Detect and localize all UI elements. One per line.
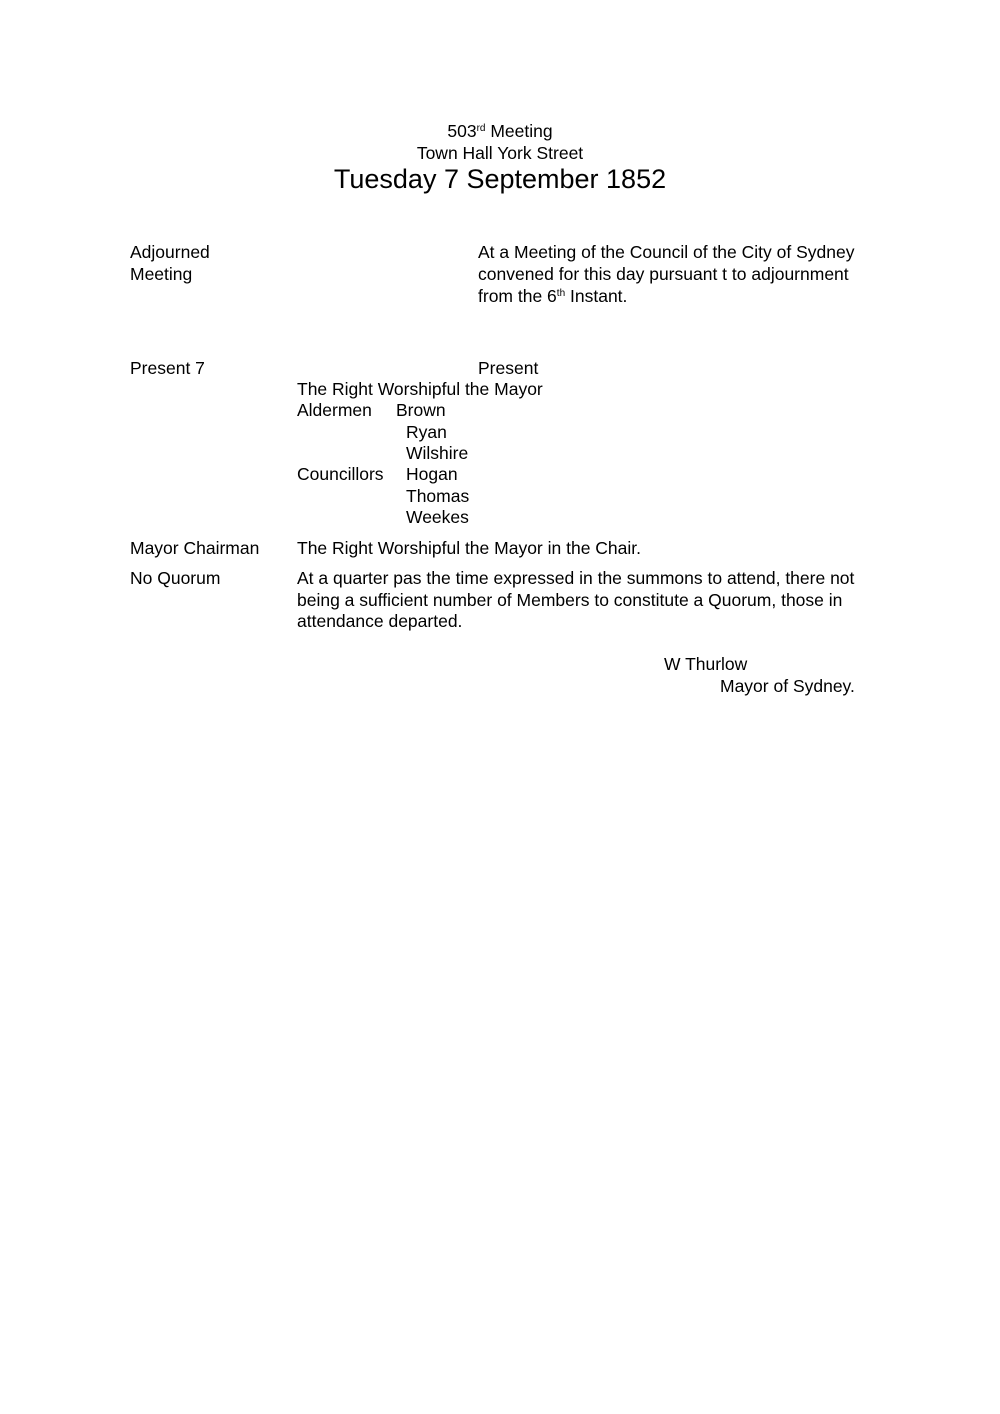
margin-note-chairman: Mayor Chairman [130, 538, 260, 558]
quorum-text-line: being a sufficient number of Members to constitute a Quorum, those in [297, 590, 843, 610]
alderman-name: Ryan [406, 422, 447, 442]
alderman-name: Wilshire [406, 443, 469, 463]
alderman-name: Brown [396, 400, 446, 420]
aldermen-label: Aldermen [297, 400, 372, 420]
present-heading: Present [478, 358, 539, 378]
councillor-name: Hogan [406, 464, 458, 484]
adjourned-text-line: from the 6th Instant. [478, 286, 628, 306]
margin-note-adjourned: Adjourned [130, 242, 210, 262]
meeting-location: Town Hall York Street [416, 143, 584, 163]
signature-name: W Thurlow [664, 654, 748, 674]
page-title: Tuesday 7 September 1852 [333, 164, 667, 194]
councillors-label: Councillors [297, 464, 384, 484]
quorum-text-line: attendance departed. [297, 611, 463, 631]
margin-note-present: Present 7 [130, 358, 205, 378]
present-mayor: The Right Worshipful the Mayor [297, 379, 543, 399]
adjourned-text-line: At a Meeting of the Council of the City of Sydney [478, 242, 855, 262]
adjourned-text-line: convened for this day pursuant t to adjournment [478, 264, 849, 284]
margin-note-quorum: No Quorum [130, 568, 221, 588]
councillor-name: Weekes [406, 507, 469, 527]
councillor-name: Thomas [406, 486, 470, 506]
margin-note-meeting: Meeting [130, 264, 193, 284]
quorum-text-line: At a quarter pas the time expressed in the summons to attend, there not [297, 568, 855, 588]
meeting-number: 503rd Meeting [447, 121, 553, 141]
signature-title: Mayor of Sydney. [720, 676, 855, 696]
chair-text: The Right Worshipful the Mayor in the Chair. [297, 538, 642, 558]
